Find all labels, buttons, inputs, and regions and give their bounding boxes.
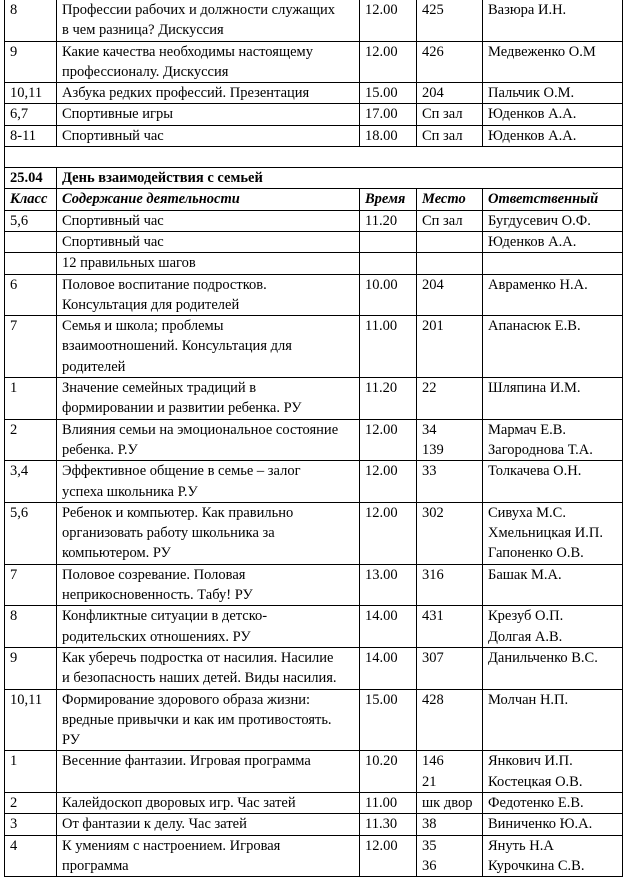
content-cell	[57, 104, 360, 125]
table-row	[5, 835, 623, 877]
place-cell	[417, 378, 483, 420]
place-cell	[417, 461, 483, 503]
responsible-cell	[483, 792, 623, 813]
content-line: родительских отношениях. РУ	[62, 628, 251, 645]
table-row	[5, 83, 623, 104]
content-cell	[57, 419, 360, 461]
time-cell: 13.00	[360, 564, 417, 606]
responsible-cell	[483, 502, 623, 564]
class-cell: 8	[5, 0, 57, 41]
place-line: 316	[422, 566, 444, 583]
table-row	[5, 606, 623, 648]
class-cell: 7	[5, 316, 57, 378]
responsible-line: Юденков А.А.	[488, 106, 577, 123]
class-cell: 3	[5, 814, 57, 835]
place-line: 38	[422, 816, 437, 833]
responsible-cell	[483, 461, 623, 503]
responsible-line: Крезуб О.П.	[488, 608, 564, 625]
responsible-cell	[483, 0, 623, 41]
content-line: ребенка. Р.У	[62, 441, 138, 458]
responsible-cell	[483, 689, 623, 751]
responsible-line: Шляпина И.М.	[488, 380, 581, 397]
responsible-line: Пальчик О.М.	[488, 85, 575, 102]
class-cell: 2	[5, 792, 57, 813]
responsible-cell	[483, 210, 623, 231]
content-cell	[57, 502, 360, 564]
time-cell: 18.00	[360, 125, 417, 146]
content-line: Спортивный час	[62, 233, 164, 250]
table-row	[5, 814, 623, 835]
time-cell: 10.00	[360, 274, 417, 316]
table-row	[5, 231, 623, 252]
place-cell	[417, 835, 483, 877]
content-line: Конфликтные ситуации в детско-	[62, 608, 268, 625]
place-cell	[417, 125, 483, 146]
content-line: организовать работу школьника за	[62, 525, 275, 542]
class-cell: 5,6	[5, 502, 57, 564]
responsible-cell	[483, 606, 623, 648]
content-cell	[57, 689, 360, 751]
responsible-cell	[483, 814, 623, 835]
content-cell	[57, 814, 360, 835]
content-line: вредные привычки и как им противостоять.	[62, 711, 332, 728]
place-cell	[417, 502, 483, 564]
content-line: формировании и развитии ребенка. РУ	[62, 400, 302, 417]
place-cell	[417, 814, 483, 835]
place-line: шк двор	[422, 794, 473, 811]
place-line: 431	[422, 608, 444, 625]
table-row	[5, 0, 623, 41]
responsible-line: Юденков А.А.	[488, 233, 577, 250]
responsible-line: Виниченко Ю.А.	[488, 816, 593, 833]
responsible-cell	[483, 751, 623, 793]
class-cell: 2	[5, 419, 57, 461]
place-line: 36	[422, 857, 437, 874]
content-line: неприкосновенность. Табу! РУ	[62, 587, 253, 604]
place-line	[422, 232, 482, 252]
content-line: взаимоотношений. Консультация для	[62, 338, 292, 355]
content-cell	[57, 274, 360, 316]
content-line: и безопасность наших детей. Виды насилия.	[62, 670, 337, 687]
place-cell	[417, 210, 483, 231]
responsible-line: Башак М.А.	[488, 566, 562, 583]
time-cell: 11.20	[360, 378, 417, 420]
content-line: в чем разница? Дискуссия	[62, 22, 224, 39]
place-cell	[417, 564, 483, 606]
table-row	[5, 274, 623, 316]
place-line: 21	[422, 773, 437, 790]
place-line: 425	[422, 2, 444, 18]
time-cell: 10.20	[360, 751, 417, 793]
responsible-line: Бугдусевич О.Ф.	[488, 212, 591, 229]
table-row	[5, 419, 623, 461]
content-line: Формирование здорового образа жизни:	[62, 691, 311, 708]
table-row	[5, 502, 623, 564]
content-line: Консультация для родителей	[62, 296, 240, 313]
time-cell: 11.00	[360, 316, 417, 378]
content-line: программа	[62, 857, 129, 874]
content-line: Значение семейных традиций в	[62, 380, 257, 397]
time-cell: 12.00	[360, 0, 417, 41]
content-line: Какие качества необходимы настоящему	[62, 43, 313, 60]
column-header-row	[5, 189, 623, 210]
table-row	[5, 104, 623, 125]
responsible-cell	[483, 647, 623, 689]
time-cell: 15.00	[360, 689, 417, 751]
table-row	[5, 792, 623, 813]
class-cell: 7	[5, 564, 57, 606]
content-line: К умениям с настроением. Игровая	[62, 837, 281, 854]
time-cell: 12.00	[360, 41, 417, 83]
content-line: От фантазии к делу. Час затей	[62, 816, 247, 833]
content-cell	[57, 231, 360, 252]
responsible-cell	[483, 378, 623, 420]
responsible-cell	[483, 316, 623, 378]
header-place: Место	[417, 189, 483, 210]
responsible-line: Хмельницкая И.П.	[488, 525, 603, 542]
header-content: Содержание деятельности	[57, 189, 360, 210]
place-line: 139	[422, 441, 444, 458]
content-cell	[57, 792, 360, 813]
responsible-line: Сивуха М.С.	[488, 504, 566, 521]
class-cell: 1	[5, 378, 57, 420]
content-cell	[57, 606, 360, 648]
place-line: 426	[422, 43, 444, 60]
content-line: РУ	[62, 732, 80, 749]
responsible-line	[488, 253, 622, 273]
table-row	[5, 125, 623, 146]
place-line: 302	[422, 504, 444, 521]
class-cell: 6	[5, 274, 57, 316]
responsible-cell	[483, 835, 623, 877]
responsible-cell	[483, 253, 623, 274]
place-line: 146	[422, 753, 444, 770]
time-cell: 17.00	[360, 104, 417, 125]
place-cell	[417, 0, 483, 41]
content-cell	[57, 378, 360, 420]
class-cell: 9	[5, 647, 57, 689]
section-header-row	[5, 168, 623, 189]
responsible-line: Медвеженко О.М	[488, 43, 596, 60]
content-cell	[57, 751, 360, 793]
responsible-line: Апанасюк Е.В.	[488, 318, 581, 335]
place-cell	[417, 104, 483, 125]
time-cell: 12.00	[360, 461, 417, 503]
responsible-cell	[483, 125, 623, 146]
class-cell: 8	[5, 606, 57, 648]
place-line: 34	[422, 421, 437, 438]
content-cell	[57, 835, 360, 877]
place-line: 204	[422, 85, 444, 102]
time-cell: 14.00	[360, 606, 417, 648]
class-cell: 9	[5, 41, 57, 83]
class-cell: 5,6	[5, 210, 57, 231]
responsible-cell	[483, 104, 623, 125]
place-cell	[417, 83, 483, 104]
header-klass: Класс	[5, 189, 57, 210]
responsible-line: Данильченко В.С.	[488, 649, 598, 666]
content-line: Влияния семьи на эмоциональное состояние	[62, 421, 339, 438]
responsible-line: Гапоненко О.В.	[488, 545, 584, 562]
content-line: Половое воспитание подростков.	[62, 276, 267, 293]
content-line: Калейдоскоп дворовых игр. Час затей	[62, 794, 296, 811]
header-time: Время	[360, 189, 417, 210]
content-cell	[57, 125, 360, 146]
time-cell: 14.00	[360, 647, 417, 689]
place-line: Сп зал	[422, 127, 463, 144]
table-row	[5, 378, 623, 420]
content-line: Азбука редких профессий. Презентация	[62, 85, 310, 102]
place-cell	[417, 253, 483, 274]
responsible-line: Костецкая О.В.	[488, 773, 583, 790]
table-row	[5, 41, 623, 83]
section-date: 25.04	[5, 168, 57, 189]
place-cell	[417, 751, 483, 793]
content-cell	[57, 0, 360, 41]
content-cell	[57, 316, 360, 378]
responsible-line: Юденков А.А.	[488, 127, 577, 144]
responsible-cell	[483, 419, 623, 461]
place-cell	[417, 41, 483, 83]
class-cell: 1	[5, 751, 57, 793]
content-line: Ребенок и компьютер. Как правильно	[62, 504, 294, 521]
class-cell: 10,11	[5, 83, 57, 104]
time-cell: 11.30	[360, 814, 417, 835]
table-row	[5, 564, 623, 606]
content-line: успеха школьника Р.У	[62, 483, 198, 500]
content-line: Спортивный час	[62, 127, 164, 144]
class-cell: 3,4	[5, 461, 57, 503]
content-line: Спортивные игры	[62, 106, 173, 123]
content-line: Половое созревание. Половая	[62, 566, 246, 583]
place-line: Сп зал	[422, 212, 463, 229]
table-row	[5, 316, 623, 378]
responsible-line: Авраменко Н.А.	[488, 276, 588, 293]
content-line: Семья и школа; проблемы	[62, 318, 224, 335]
place-line: 204	[422, 276, 444, 293]
place-line: 307	[422, 649, 444, 666]
time-cell: 12.00	[360, 502, 417, 564]
content-line: родителей	[62, 358, 126, 375]
place-line: 201	[422, 318, 444, 335]
table-row	[5, 647, 623, 689]
responsible-cell	[483, 83, 623, 104]
responsible-line: Янкович И.П.	[488, 753, 573, 770]
place-cell	[417, 274, 483, 316]
spacer-cell	[5, 147, 623, 168]
place-line: 22	[422, 380, 437, 397]
content-line: компьютером. РУ	[62, 545, 171, 562]
content-cell	[57, 647, 360, 689]
content-cell	[57, 41, 360, 83]
place-cell	[417, 231, 483, 252]
class-cell	[5, 231, 57, 252]
content-line: Спортивный час	[62, 212, 164, 229]
place-cell	[417, 316, 483, 378]
place-line	[422, 253, 482, 273]
table-row	[5, 689, 623, 751]
table-row	[5, 751, 623, 793]
place-cell	[417, 606, 483, 648]
place-cell	[417, 647, 483, 689]
time-cell: 11.20	[360, 210, 417, 231]
time-cell: 12.00	[360, 835, 417, 877]
schedule-table	[4, 0, 623, 877]
content-line: Профессии рабочих и должности служащих	[62, 2, 336, 18]
responsible-line: Долгая А.В.	[488, 628, 563, 645]
responsible-line: Мармач Е.В.	[488, 421, 566, 438]
content-cell	[57, 253, 360, 274]
responsible-line: Толкачева О.Н.	[488, 463, 582, 480]
content-cell	[57, 461, 360, 503]
place-line: Сп зал	[422, 106, 463, 123]
time-cell: 12.00	[360, 419, 417, 461]
class-cell	[5, 253, 57, 274]
rows-before	[5, 0, 623, 147]
place-line: 33	[422, 463, 437, 480]
header-resp: Ответственный	[483, 189, 623, 210]
responsible-cell	[483, 41, 623, 83]
class-cell: 6,7	[5, 104, 57, 125]
responsible-line: Молчан Н.П.	[488, 691, 569, 708]
spacer-row	[5, 147, 623, 168]
content-cell	[57, 83, 360, 104]
table-row	[5, 461, 623, 503]
responsible-line: Януть Н.А	[488, 837, 554, 854]
content-line: Весенние фантазии. Игровая программа	[62, 753, 311, 770]
place-cell	[417, 689, 483, 751]
content-line: 12 правильных шагов	[62, 255, 196, 272]
table-row	[5, 253, 623, 274]
responsible-line: Курочкина С.В.	[488, 857, 585, 874]
content-cell	[57, 210, 360, 231]
rows-main	[5, 210, 623, 877]
place-cell	[417, 792, 483, 813]
class-cell: 8-11	[5, 125, 57, 146]
content-line: Эффективное общение в семье – залог	[62, 463, 301, 480]
responsible-cell	[483, 274, 623, 316]
class-cell: 10,11	[5, 689, 57, 751]
responsible-line: Федотенко Е.В.	[488, 794, 584, 811]
responsible-cell	[483, 231, 623, 252]
responsible-line: Загороднова Т.А.	[488, 441, 593, 458]
time-cell	[360, 253, 417, 274]
time-cell: 11.00	[360, 792, 417, 813]
responsible-line: Вазюра И.Н.	[488, 2, 567, 18]
section-title: День взаимодействия с семьей	[57, 168, 623, 189]
content-line: Как уберечь подростка от насилия. Насилие	[62, 649, 334, 666]
content-cell	[57, 564, 360, 606]
place-line: 35	[422, 837, 437, 854]
place-line: 428	[422, 691, 444, 708]
table-row	[5, 210, 623, 231]
class-cell: 4	[5, 835, 57, 877]
responsible-cell	[483, 564, 623, 606]
place-cell	[417, 419, 483, 461]
content-line: профессионалу. Дискуссия	[62, 63, 229, 80]
time-cell: 15.00	[360, 83, 417, 104]
time-cell	[360, 231, 417, 252]
